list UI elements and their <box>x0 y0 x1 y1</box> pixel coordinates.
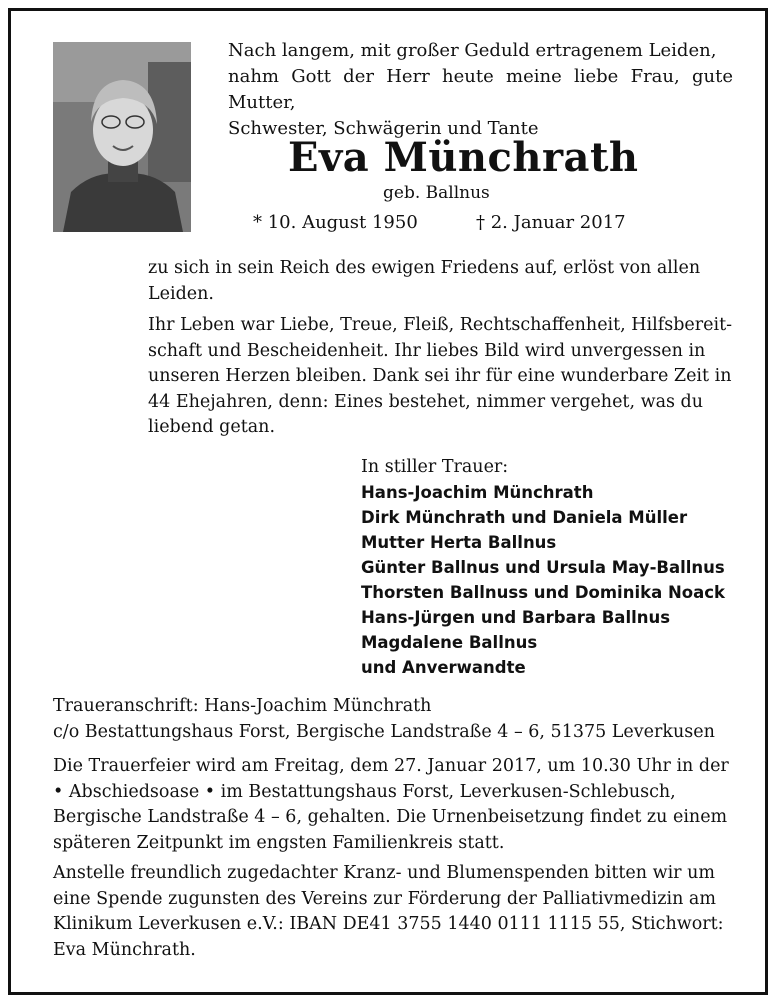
text-line: späteren Zeitpunkt im engsten Familienkreis statt. <box>53 832 505 853</box>
mourner-name: Hans-Joachim Münchrath <box>361 483 594 502</box>
text-line: Klinikum Leverkusen e.V.: IBAN DE41 3755 1440 0111 1115 55, Stichwort: <box>53 914 724 934</box>
mourner-name: Hans-Jürgen und Barbara Ballnus <box>361 608 671 627</box>
portrait-photo <box>53 42 191 232</box>
text-line: 44 Ehejahren, denn: Eines bestehet, nimmer vergehet, was du <box>148 391 704 412</box>
intro-line: Schwester, Schwägerin und Tante <box>228 118 539 139</box>
intro-line: Nach langem, mit großer Geduld ertragenem Leiden, <box>228 40 717 61</box>
intro-text <box>228 38 733 142</box>
mourner-name: Thorsten Ballnuss und Dominika Noack <box>361 583 725 602</box>
text-line: c/o Bestattungshaus Forst, Bergische Landstraße 4 – 6, 51375 Leverkusen <box>53 721 715 742</box>
intro-line: nahm Gott der Herr heute meine liebe Frau, gute Mutter, <box>228 66 733 113</box>
text-line: eine Spende zugunsten des Vereins zur Förderung der Palliativmedizin am <box>53 888 716 909</box>
death-date: † 2. Januar 2017 <box>476 212 626 233</box>
mourner-name: Magdalene Ballnus <box>361 633 538 652</box>
mourner-name: und Anverwandte <box>361 658 526 677</box>
deceased-name: Eva Münchrath <box>288 134 639 181</box>
mourner-name: Mutter Herta Ballnus <box>361 533 557 552</box>
text-line: Bergische Landstraße 4 – 6, gehalten. Die Urnenbeisetzung findet zu einem <box>53 807 728 827</box>
donation-info <box>53 861 743 963</box>
maiden-name: geb. Ballnus <box>383 183 490 203</box>
text-line: unseren Herzen bleiben. Dank sei ihr für eine wunderbare Zeit in <box>148 366 732 386</box>
text-line: schaft und Bescheidenheit. Ihr liebes Bild wird unvergessen in <box>148 340 706 361</box>
text-line: liebend getan. <box>148 417 276 437</box>
mourning-address <box>53 694 743 745</box>
paragraph-life <box>148 313 733 441</box>
mourners-block <box>361 455 725 680</box>
text-line: • Abschiedsoase • im Bestattungshaus Forst, Leverkusen-Schlebusch, <box>53 781 676 802</box>
mourner-name: Dirk Münchrath und Daniela Müller <box>361 508 688 527</box>
birth-date: * 10. August 1950 <box>253 212 418 233</box>
ceremony-info <box>53 754 743 856</box>
mourner-name: Günter Ballnus und Ursula May-Ballnus <box>361 558 725 577</box>
text-line: Die Trauerfeier wird am Freitag, dem 27. Januar 2017, um 10.30 Uhr in der <box>53 756 729 776</box>
mourning-intro: In stiller Trauer: <box>361 457 509 477</box>
text-line: zu sich in sein Reich des ewigen Friedens auf, erlöst von allen <box>148 258 701 278</box>
portrait-image <box>53 42 191 232</box>
text-line: Eva Münchrath. <box>53 939 196 960</box>
text-line: Leiden. <box>148 283 214 304</box>
paragraph-peace <box>148 256 733 307</box>
text-line: Traueranschrift: Hans-Joachim Münchrath <box>53 696 432 716</box>
text-line: Ihr Leben war Liebe, Treue, Fleiß, Rechtschaffenheit, Hilfsbereit- <box>148 315 733 335</box>
text-line: Anstelle freundlich zugedachter Kranz- und Blumenspenden bitten wir um <box>53 863 715 883</box>
